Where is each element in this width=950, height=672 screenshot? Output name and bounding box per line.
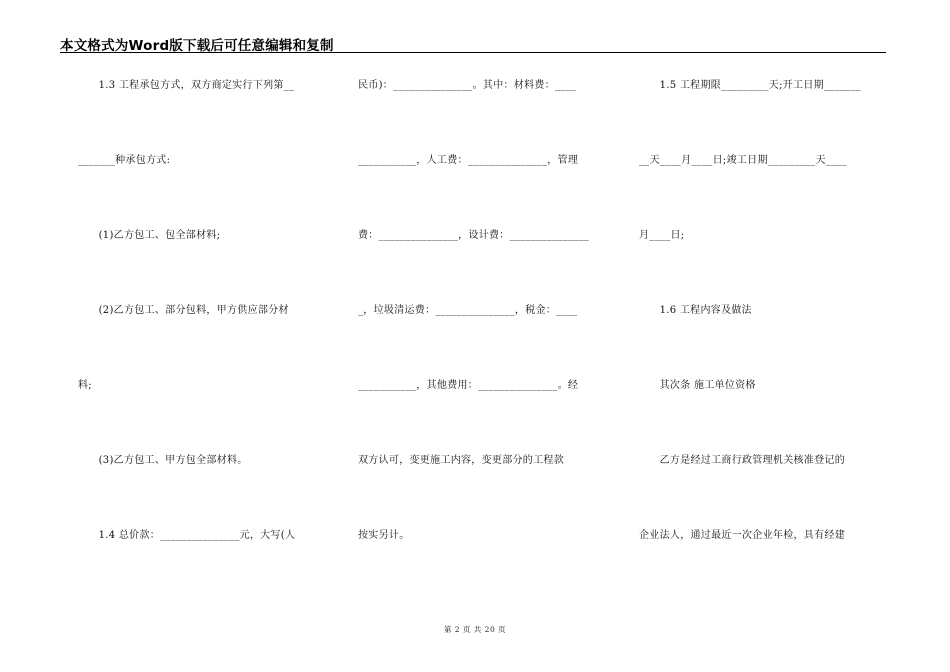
page-number: 第 2 页 共 20 页 xyxy=(443,625,507,634)
text-line: _______种承包方式: xyxy=(78,155,171,166)
text-line: 月____日; xyxy=(639,230,685,241)
text-line: 双方认可，变更施工内容，变更部分的工程款 xyxy=(358,455,564,466)
text-line: 企业法人，通过最近一次企业年检，具有经建 xyxy=(639,530,845,541)
text-line: __天____月____日;竣工日期_________天____ xyxy=(639,155,847,166)
header-divider xyxy=(60,52,886,53)
text-line: 费：_______________，设计费：_______________ xyxy=(358,230,590,241)
text-line: (3)乙方包工、甲方包全部材料。 xyxy=(78,455,248,466)
text-line: (2)乙方包工、部分包料，甲方供应部分材 xyxy=(78,305,289,316)
text-line: _，垃圾清运费：_______________，税金：____ xyxy=(358,305,578,316)
text-line: 乙方是经过工商行政管理机关核准登记的 xyxy=(639,455,845,466)
text-line: 1.3 工程承包方式，双方商定实行下列第__ xyxy=(78,80,295,91)
text-line: 其次条 施工单位资格 xyxy=(639,380,756,391)
text-line: 1.5 工程期限_________天;开工日期_______ xyxy=(639,80,862,91)
text-line: 1.4 总价款：_______________元，大写(人 xyxy=(78,530,296,541)
text-line: 民币)：_______________。其中：材料费：____ xyxy=(358,80,577,91)
text-line: 料; xyxy=(78,380,92,391)
text-line: ___________，其他费用：_______________。经 xyxy=(358,380,579,391)
text-line: (1)乙方包工、包全部材料; xyxy=(78,230,221,241)
text-line: 1.6 工程内容及做法 xyxy=(639,305,752,316)
text-line: 按实另计。 xyxy=(358,530,410,541)
header-title: 本文格式为Word版下载后可任意编辑和复制 xyxy=(60,38,334,54)
text-line: ___________，人工费：_______________，管理 xyxy=(358,155,579,166)
